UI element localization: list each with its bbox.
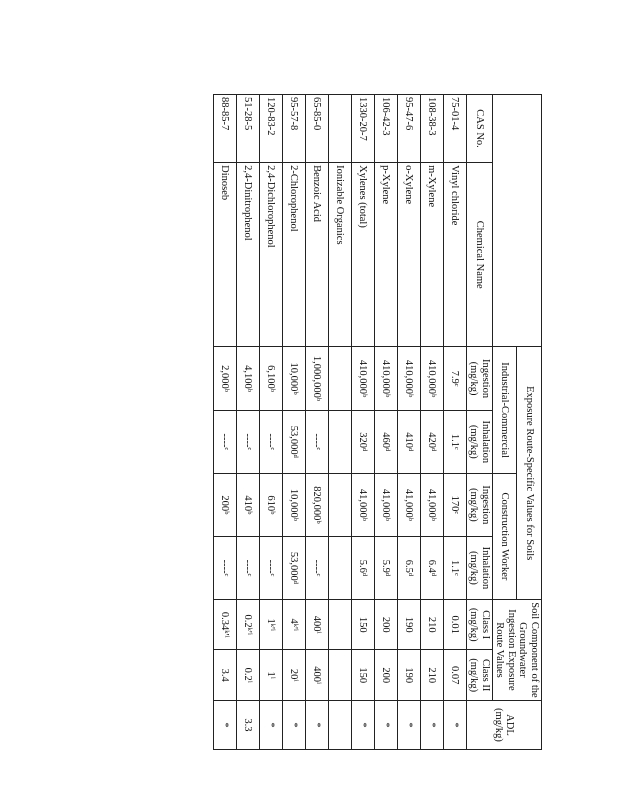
cas-cell: 88-85-7 <box>213 95 236 163</box>
section-heading: Ionizable Organics <box>328 163 351 347</box>
class2-header: Class II (mg/kg) <box>466 650 492 700</box>
class2-cell: 400ⁱ <box>305 650 328 700</box>
table-row <box>236 95 259 750</box>
chemical-name-cell: 2,4-Dinitrophenol <box>236 163 259 347</box>
industrial-header: Industrial-Commercial <box>492 347 517 474</box>
con-inhalation-cell: ----ᶜ <box>259 536 282 599</box>
empty-cell <box>328 347 351 410</box>
chemical-name-cell: 2,4-Dichlorophenol <box>259 163 282 347</box>
adl-cell: * <box>305 700 328 749</box>
cas-cell: 95-47-6 <box>397 95 420 163</box>
exposure-values-table <box>213 94 542 750</box>
ind-inhalation-cell: ----ᶜ <box>305 410 328 473</box>
adl-cell: * <box>397 700 420 749</box>
empty-cell <box>328 600 351 650</box>
adl-cell: * <box>213 700 236 749</box>
ind-ingestion-cell: 410,000ᵇ <box>397 347 420 410</box>
chemical-name-cell: Vinyl chloride <box>443 163 466 347</box>
con-ingestion-cell: 41,000ᵇ <box>351 473 374 536</box>
ind-inhalation-cell: 460ᵈ <box>374 410 397 473</box>
ind-inhalation-cell: ----ᶜ <box>213 410 236 473</box>
con-ingestion-cell: 610ᵇ <box>259 473 282 536</box>
con-ingestion-cell: 10,000ᵇ <box>282 473 305 536</box>
empty-cell <box>328 410 351 473</box>
class2-cell: 0.07 <box>443 650 466 700</box>
empty-cell <box>328 700 351 749</box>
table-row <box>259 95 282 750</box>
ind-ingestion-cell: 7.9ᶜ <box>443 347 466 410</box>
table-row <box>351 95 374 750</box>
cas-cell: 95-57-8 <box>282 95 305 163</box>
rotated-page <box>156 94 542 750</box>
class1-cell: 4ᵏ'ⁱ <box>282 600 305 650</box>
blank-corner <box>492 95 541 347</box>
class1-cell: 400ⁱ <box>305 600 328 650</box>
ind-ingestion-header: Ingestion (mg/kg) <box>466 347 492 410</box>
cas-cell: 106-42-3 <box>374 95 397 163</box>
ind-ingestion-cell: 410,000ᵇ <box>420 347 443 410</box>
class2-cell: 150 <box>351 650 374 700</box>
table-row <box>397 95 420 750</box>
adl-cell: * <box>374 700 397 749</box>
cas-header: CAS No. <box>466 95 492 163</box>
adl-cell: * <box>351 700 374 749</box>
ind-inhalation-cell: 53,000ᵈ <box>282 410 305 473</box>
con-inhalation-cell: 53,000ᵈ <box>282 536 305 599</box>
class2-cell: 0.2ⁱ <box>236 650 259 700</box>
con-inhalation-header: Inhalation (mg/kg) <box>466 536 492 599</box>
class2-cell: 200 <box>374 650 397 700</box>
ind-inhalation-cell: 420ᵈ <box>420 410 443 473</box>
con-inhalation-cell: ----ᶜ <box>236 536 259 599</box>
table-row <box>443 95 466 750</box>
chemical-name-cell: Benzoic Acid <box>305 163 328 347</box>
chemical-name-cell: o-Xylene <box>397 163 420 347</box>
chemical-name-cell: 2-Chlorophenol <box>282 163 305 347</box>
cas-cell: 75-01-4 <box>443 95 466 163</box>
con-inhalation-cell: 5.9ᵈ <box>374 536 397 599</box>
construction-header: Construction Worker <box>492 473 517 599</box>
groundwater-header: Soil Component of the Groundwater Ingestion Exposure Route Values <box>492 600 541 701</box>
class2-cell: 1ⁱ <box>259 650 282 700</box>
ind-ingestion-cell: 4,100ᵇ <box>236 347 259 410</box>
adl-cell: * <box>282 700 305 749</box>
adl-cell: * <box>443 700 466 749</box>
cas-cell: 108-38-3 <box>420 95 443 163</box>
con-ingestion-cell: 170ᶜ <box>443 473 466 536</box>
empty-cell <box>328 473 351 536</box>
table-row <box>420 95 443 750</box>
con-inhalation-cell: 6.4ᵈ <box>420 536 443 599</box>
table-row <box>374 95 397 750</box>
name-header: Chemical Name <box>466 163 492 347</box>
adl-cell: * <box>420 700 443 749</box>
ind-inhalation-header: Inhalation (mg/kg) <box>466 410 492 473</box>
class1-header: Class I (mg/kg) <box>466 600 492 650</box>
ind-ingestion-cell: 2,000ᵇ <box>213 347 236 410</box>
ind-inhalation-cell: 1.1ᶜ <box>443 410 466 473</box>
class1-cell: 190 <box>397 600 420 650</box>
con-inhalation-cell: 5.6ᵈ <box>351 536 374 599</box>
ind-ingestion-cell: 6,100ᵇ <box>259 347 282 410</box>
cas-cell: 120-83-2 <box>259 95 282 163</box>
con-ingestion-cell: 200ᵇ <box>213 473 236 536</box>
ind-ingestion-cell: 10,000ᵇ <box>282 347 305 410</box>
class1-cell: 0.34ᵏ'ⁱ <box>213 600 236 650</box>
class2-cell: 3.4 <box>213 650 236 700</box>
cas-cell: 1330-20-7 <box>351 95 374 163</box>
chemical-name-cell: p-Xylene <box>374 163 397 347</box>
con-ingestion-header: Ingestion (mg/kg) <box>466 473 492 536</box>
ind-inhalation-cell: 320ᵈ <box>351 410 374 473</box>
con-ingestion-cell: 410ᵇ <box>236 473 259 536</box>
class1-cell: 150 <box>351 600 374 650</box>
table-row <box>213 95 236 750</box>
class2-cell: 20ⁱ <box>282 650 305 700</box>
empty-cell <box>328 536 351 599</box>
con-ingestion-cell: 41,000ᵇ <box>397 473 420 536</box>
chemical-name-cell: m-Xylene <box>420 163 443 347</box>
con-inhalation-cell: ----ᶜ <box>213 536 236 599</box>
adl-cell: * <box>259 700 282 749</box>
ind-inhalation-cell: 410ᵈ <box>397 410 420 473</box>
cas-cell: 65-85-0 <box>305 95 328 163</box>
group-header: Exposure Route-Specific Values for Soils <box>517 347 542 600</box>
chemical-name-cell: Dinoseb <box>213 163 236 347</box>
con-ingestion-cell: 41,000ᵇ <box>420 473 443 536</box>
table-row <box>282 95 305 750</box>
adl-cell: 3.3 <box>236 700 259 749</box>
section-row <box>328 95 351 750</box>
con-ingestion-cell: 41,000ᵇ <box>374 473 397 536</box>
class2-cell: 190 <box>397 650 420 700</box>
class2-cell: 210 <box>420 650 443 700</box>
empty-cell <box>328 650 351 700</box>
class1-cell: 0.2ᵏ'ⁱ <box>236 600 259 650</box>
con-inhalation-cell: 1.1ᶜ <box>443 536 466 599</box>
class1-cell: 0.01 <box>443 600 466 650</box>
chemical-name-cell: Xylenes (total) <box>351 163 374 347</box>
section-blank-cell <box>328 95 351 163</box>
adl-header: ADL (mg/kg) <box>466 700 541 749</box>
table-row <box>305 95 328 750</box>
ind-ingestion-cell: 410,000ᵇ <box>351 347 374 410</box>
class1-cell: 200 <box>374 600 397 650</box>
ind-ingestion-cell: 410,000ᵇ <box>374 347 397 410</box>
con-inhalation-cell: 6.5ᵈ <box>397 536 420 599</box>
con-ingestion-cell: 820,000ᵇ <box>305 473 328 536</box>
class1-cell: 1ᵏ'ⁱ <box>259 600 282 650</box>
class1-cell: 210 <box>420 600 443 650</box>
ind-inhalation-cell: ----ᶜ <box>236 410 259 473</box>
con-inhalation-cell: ----ᶜ <box>305 536 328 599</box>
cas-cell: 51-28-5 <box>236 95 259 163</box>
ind-ingestion-cell: 1,000,000ᵇ <box>305 347 328 410</box>
ind-inhalation-cell: ----ᶜ <box>259 410 282 473</box>
